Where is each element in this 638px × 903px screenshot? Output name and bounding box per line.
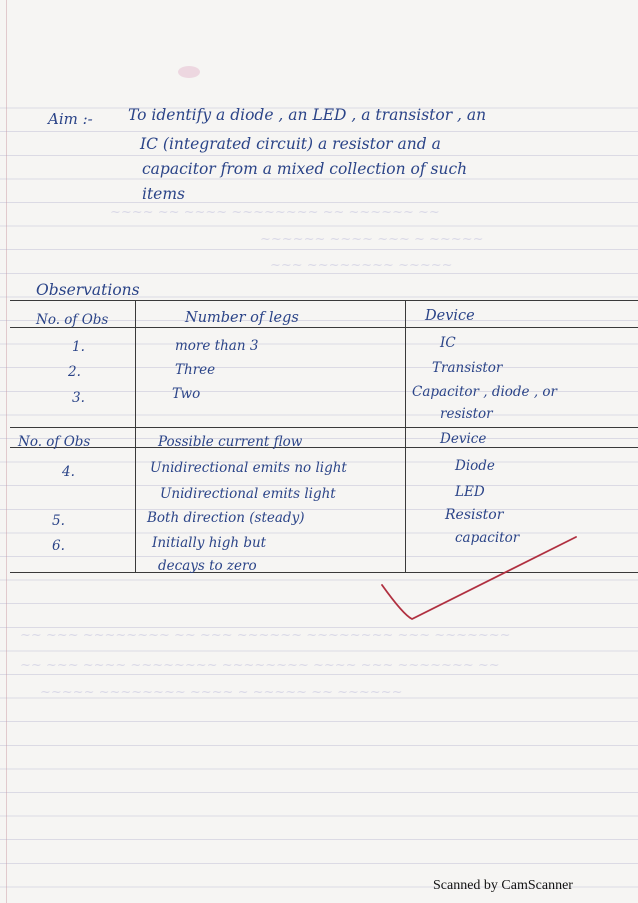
table2-header-device: Device bbox=[440, 431, 487, 447]
table2-header-rule bbox=[10, 447, 638, 448]
table1-row1-device: IC bbox=[440, 335, 456, 351]
aim-label: Aim :- bbox=[48, 110, 93, 128]
table2-row3-device: Resistor bbox=[445, 507, 504, 523]
aim-line-2: IC (integrated circuit) a resistor and a bbox=[140, 135, 441, 153]
margin-line bbox=[6, 0, 7, 903]
table2-row5-flow: decays to zero bbox=[158, 558, 257, 574]
table2-header-flow: Possible current flow bbox=[158, 434, 303, 450]
bleed-through: ~~ ~~~ ~~~~ ~~~~~~~~ ~~~~~~~~ ~~~~ ~~~ ~~~~~~~ ~~ bbox=[20, 658, 500, 673]
table2-row4-device: capacitor bbox=[455, 530, 520, 546]
table1-bottom-rule bbox=[10, 427, 638, 428]
table1-row1-legs: more than 3 bbox=[175, 338, 259, 354]
table2-row2-device: LED bbox=[455, 484, 485, 500]
table2-row4-obs: 6. bbox=[52, 538, 65, 554]
table2-row1-obs: 4. bbox=[62, 464, 75, 480]
table1-header-legs: Number of legs bbox=[185, 310, 299, 326]
ink-smudge bbox=[178, 66, 200, 78]
table1-row2-obs: 2. bbox=[68, 364, 81, 380]
column-divider-2 bbox=[405, 301, 406, 572]
bleed-through: ~~~~ ~~ ~~~~ ~~~~~~~~ ~~ ~~~~~~ ~~ bbox=[110, 205, 440, 220]
table2-row1-flow: Unidirectional emits no light bbox=[150, 460, 347, 476]
table2-header-obs: No. of Obs bbox=[18, 434, 91, 450]
table1-header-device: Device bbox=[425, 308, 475, 324]
aim-line-3: capacitor from a mixed collection of such bbox=[142, 160, 468, 178]
table2-row4-flow: Initially high but bbox=[152, 535, 267, 551]
table2-row3-obs: 5. bbox=[52, 513, 65, 529]
table2-row3-flow: Both direction (steady) bbox=[147, 510, 305, 526]
heading-rule bbox=[10, 300, 638, 301]
scanner-watermark: Scanned by CamScanner bbox=[433, 878, 573, 893]
table1-row3-legs: Two bbox=[172, 386, 201, 402]
bleed-through: ~~ ~~~ ~~~~~~~~ ~~ ~~~ ~~~~~~ ~~~~~~~~ ~~~ ~~~~~~~ bbox=[20, 628, 511, 643]
bleed-through: ~~~~~~ ~~~~ ~~~ ~ ~~~~~ bbox=[260, 232, 484, 247]
aim-line-4: items bbox=[142, 185, 186, 203]
bleed-through: ~~~~~ ~~~~~~~~ ~~~~ ~ ~~~~~ ~~ ~~~~~~ bbox=[40, 685, 403, 700]
aim-line-1: To identify a diode , an LED , a transistor , an bbox=[128, 106, 487, 124]
bleed-through: ~~~ ~~~~~~~~ ~~~~~ bbox=[270, 258, 453, 273]
table1-row2-legs: Three bbox=[175, 362, 216, 378]
table2-row1-device: Diode bbox=[455, 458, 495, 474]
table1-row4-device: resistor bbox=[440, 406, 493, 422]
column-divider-1 bbox=[135, 301, 136, 572]
table1-row3-device: Capacitor , diode , or bbox=[412, 384, 557, 400]
table1-row2-device: Transistor bbox=[432, 360, 503, 376]
table1-row3-obs: 3. bbox=[72, 390, 85, 406]
observations-heading: Observations bbox=[36, 281, 140, 299]
check-mark-icon bbox=[380, 535, 580, 625]
table1-header-obs: No. of Obs bbox=[36, 312, 109, 328]
table1-row1-obs: 1. bbox=[72, 339, 85, 355]
table2-row2-flow: Unidirectional emits light bbox=[160, 486, 336, 502]
